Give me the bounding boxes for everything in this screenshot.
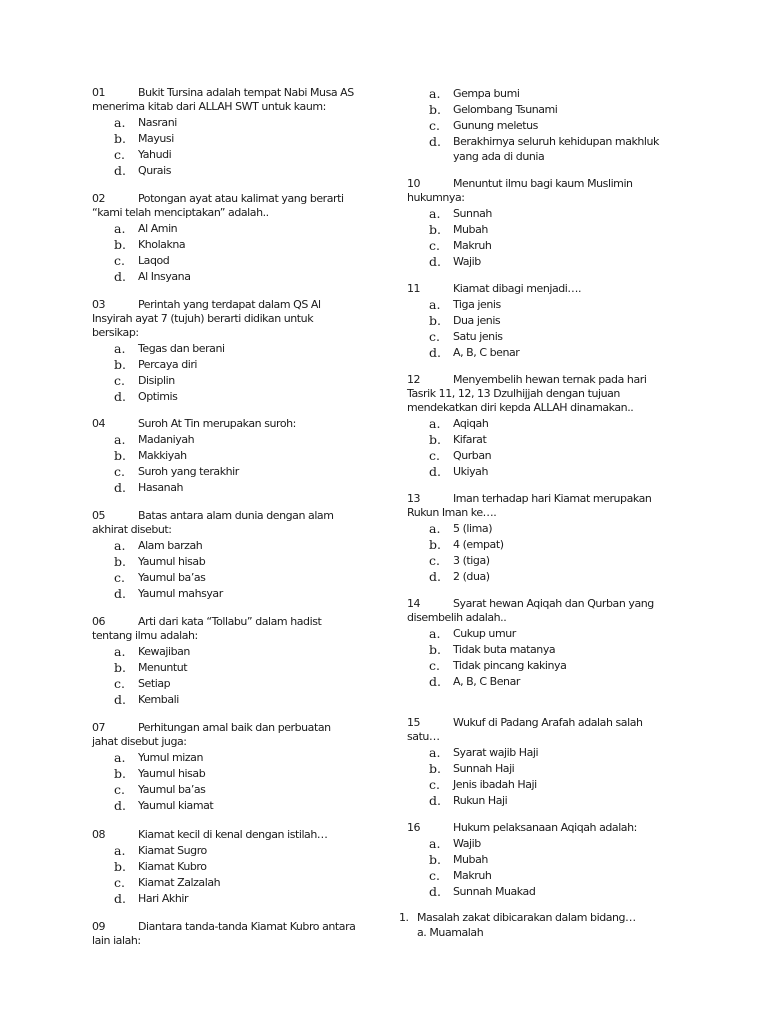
option-d: d. A, B, C benar (429, 345, 520, 360)
question-number: 15 (407, 716, 421, 729)
option-list (407, 745, 692, 809)
option-b: b. Kholakna (114, 237, 186, 252)
option-list (407, 416, 692, 480)
option-a: a. Al Amin (114, 221, 178, 236)
question-07 (92, 721, 377, 814)
option-list (92, 538, 377, 602)
question-text-line: akhirat disebut: (92, 523, 172, 536)
question-stem (407, 177, 692, 205)
extra-question-answer: a. Muamalah (417, 926, 484, 939)
question-06 (92, 615, 377, 708)
option-a: a. Alam barzah (114, 538, 203, 553)
option-b: b. 4 (empat) (429, 537, 504, 552)
option-a: a. Tiga jenis (429, 297, 501, 312)
option-list (407, 206, 692, 270)
option-a: a. Cukup umur (429, 626, 516, 641)
question-text-line: lain ialah: (92, 934, 141, 947)
question-stem (92, 920, 377, 948)
question-text-line: Insyirah ayat 7 (tujuh) berarti didikan untuk (92, 312, 314, 325)
question-text-line: “kami telah menciptakan” adalah.. (92, 206, 269, 219)
option-a: a. Sunnah (429, 206, 492, 221)
option-a: a. Kewajiban (114, 644, 190, 659)
option-a: a. Yumul mizan (114, 750, 203, 765)
option-a: a. Madaniyah (114, 432, 195, 447)
option-b: b. Sunnah Haji (429, 761, 515, 776)
question-11 (407, 282, 692, 361)
question-number: 12 (407, 373, 421, 386)
option-c: c. Yaumul ba’as (114, 570, 206, 585)
option-d: d. Hari Akhir (114, 891, 189, 906)
question-15 (407, 716, 692, 809)
option-b: b. Tidak buta matanya (429, 642, 556, 657)
option-b: b. Gelombang Tsunami (429, 102, 558, 117)
question-number: 13 (407, 492, 421, 505)
question-text-line: Kiamat kecil di kenal dengan istilah… (138, 828, 328, 841)
question-09 (92, 920, 377, 948)
extra-question-number: 1. (399, 911, 409, 924)
option-c: c. Tidak pincang kakinya (429, 658, 567, 673)
option-c: c. Setiap (114, 676, 171, 691)
question-13 (407, 492, 692, 585)
option-list (92, 750, 377, 814)
question-10 (407, 177, 692, 270)
question-stem (407, 373, 692, 415)
question-number: 16 (407, 821, 421, 834)
option-c: c. 3 (tiga) (429, 553, 490, 568)
option-d: d. Yaumul kiamat (114, 798, 214, 813)
question-stem (407, 282, 692, 296)
question-stem (92, 192, 377, 220)
option-d: d. A, B, C Benar (429, 674, 520, 689)
question-text-line: tentang ilmu adalah: (92, 629, 198, 642)
option-list (407, 626, 692, 690)
option-list (407, 521, 692, 585)
question-09-options-continued (407, 86, 692, 165)
option-a: a. Aqiqah (429, 416, 489, 431)
question-number: 08 (92, 828, 106, 841)
question-stem (92, 721, 377, 749)
option-b: b. Kiamat Kubro (114, 859, 207, 874)
option-d: d. Optimis (114, 389, 178, 404)
option-c: c. Yaumul ba’as (114, 782, 206, 797)
question-stem (92, 509, 377, 537)
question-number: 01 (92, 86, 106, 99)
option-c: c. Satu jenis (429, 329, 503, 344)
option-b: b. Makkiyah (114, 448, 187, 463)
question-text-line: mendekatkan diri kepda ALLAH dinamakan.. (407, 401, 634, 414)
question-03 (92, 298, 377, 405)
option-c: c. Jenis ibadah Haji (429, 777, 537, 792)
question-stem (407, 597, 692, 625)
option-list (92, 644, 377, 708)
option-b: b. Kifarat (429, 432, 487, 447)
question-text-line: Kiamat dibagi menjadi…. (453, 282, 582, 295)
option-b: b. Menuntut (114, 660, 188, 675)
option-a: a. Gempa bumi (429, 86, 520, 101)
option-a: a. Nasrani (114, 115, 177, 130)
option-list (92, 843, 377, 907)
question-text-line: menerima kitab dari ALLAH SWT untuk kaum: (92, 100, 326, 113)
extra-question-zakat (399, 910, 692, 925)
question-text-line: bersikap: (92, 326, 139, 339)
option-d: d. Ukiyah (429, 464, 488, 479)
question-text-line: Batas antara alam dunia dengan alam (138, 509, 334, 522)
option-b: b. Percaya diri (114, 357, 198, 372)
question-stem (92, 615, 377, 643)
option-list (92, 115, 377, 179)
question-04 (92, 417, 377, 496)
option-c: c. Kiamat Zalzalah (114, 875, 221, 890)
option-b: b. Yaumul hisab (114, 766, 206, 781)
option-c: c. Gunung meletus (429, 118, 538, 133)
option-c: c. Qurban (429, 448, 492, 463)
question-text-line: Suroh At Tin merupakan suroh: (138, 417, 296, 430)
question-number: 14 (407, 597, 421, 610)
option-a: a. 5 (lima) (429, 521, 493, 536)
option-a: a. Syarat wajib Haji (429, 745, 539, 760)
question-text-line: Syarat hewan Aqiqah dan Qurban yang (453, 597, 654, 610)
option-d: d. Rukun Haji (429, 793, 508, 808)
option-b: b. Mubah (429, 852, 488, 867)
option-d: d. Al Insyana (114, 269, 191, 284)
option-a: a. Kiamat Sugro (114, 843, 207, 858)
option-d: d. Wajib (429, 254, 481, 269)
option-list (407, 836, 692, 900)
question-text-line: Hukum pelaksanaan Aqiqah adalah: (453, 821, 637, 834)
question-05 (92, 509, 377, 602)
option-list (407, 297, 692, 361)
question-text-line: Perintah yang terdapat dalam QS Al (138, 298, 321, 311)
question-text-line: Wukuf di Padang Arafah adalah salah (453, 716, 643, 729)
question-01 (92, 86, 377, 179)
question-text-line: Menyembelih hewan ternak pada hari (453, 373, 647, 386)
question-text-line: Menuntut ilmu bagi kaum Muslimin (453, 177, 633, 190)
question-number: 04 (92, 417, 106, 430)
option-c: c. Disiplin (114, 373, 175, 388)
option-d: d. 2 (dua) (429, 569, 490, 584)
question-number: 02 (92, 192, 106, 205)
question-text-line: satu… (407, 730, 440, 743)
question-number: 06 (92, 615, 106, 628)
right-column (399, 86, 692, 940)
question-12 (407, 373, 692, 480)
option-d: d. Qurais (114, 163, 171, 178)
question-text-line: Iman terhadap hari Kiamat merupakan (453, 492, 652, 505)
option-d: d. Berakhirnya seluruh kehidupan makhluk yang ada di dunia (429, 134, 659, 163)
option-d: d. Yaumul mahsyar (114, 586, 223, 601)
option-list (92, 341, 377, 405)
question-stem (407, 716, 692, 744)
question-text-line: disembelih adalah.. (407, 611, 507, 624)
option-a: a. Wajib (429, 836, 481, 851)
question-14 (407, 597, 692, 690)
question-16 (407, 821, 692, 900)
option-b: b. Dua jenis (429, 313, 501, 328)
option-d: d. Sunnah Muakad (429, 884, 536, 899)
option-b: b. Yaumul hisab (114, 554, 206, 569)
option-c: c. Laqod (114, 253, 170, 268)
question-number: 10 (407, 177, 421, 190)
question-stem (92, 86, 377, 114)
question-text-line: jahat disebut juga: (92, 735, 187, 748)
extra-question-text: Masalah zakat dibicarakan dalam bidang… (417, 911, 636, 924)
option-a: a. Tegas dan berani (114, 341, 225, 356)
question-number: 11 (407, 282, 421, 295)
option-c: c. Suroh yang terakhir (114, 464, 239, 479)
option-b: b. Mubah (429, 222, 488, 237)
question-number: 07 (92, 721, 106, 734)
option-b: b. Mayusi (114, 131, 174, 146)
question-text-line: Perhitungan amal baik dan perbuatan (138, 721, 331, 734)
question-02 (92, 192, 377, 285)
question-number: 03 (92, 298, 106, 311)
question-08 (92, 828, 377, 907)
question-stem (407, 492, 692, 520)
question-text-line: Arti dari kata “Tollabu” dalam hadist (138, 615, 322, 628)
question-stem (92, 417, 377, 431)
question-number: 09 (92, 920, 106, 933)
option-d: d. Kembali (114, 692, 179, 707)
option-c: c. Makruh (429, 868, 492, 883)
question-text-line: Diantara tanda-tanda Kiamat Kubro antara (138, 920, 356, 933)
question-text-line: Rukun Iman ke…. (407, 506, 497, 519)
question-text-line: Bukit Tursina adalah tempat Nabi Musa AS (138, 86, 354, 99)
option-c: c. Yahudi (114, 147, 172, 162)
option-c: c. Makruh (429, 238, 492, 253)
option-list (92, 221, 377, 285)
left-column (92, 86, 377, 959)
question-number: 05 (92, 509, 106, 522)
option-d: d. Hasanah (114, 480, 184, 495)
question-stem (92, 298, 377, 340)
question-stem (92, 828, 377, 842)
question-text-line: Tasrik 11, 12, 13 Dzulhijjah dengan tujuan (407, 387, 620, 400)
option-list (92, 432, 377, 496)
question-stem (407, 821, 692, 835)
question-text-line: hukumnya: (407, 191, 465, 204)
question-text-line: Potongan ayat atau kalimat yang berarti (138, 192, 344, 205)
